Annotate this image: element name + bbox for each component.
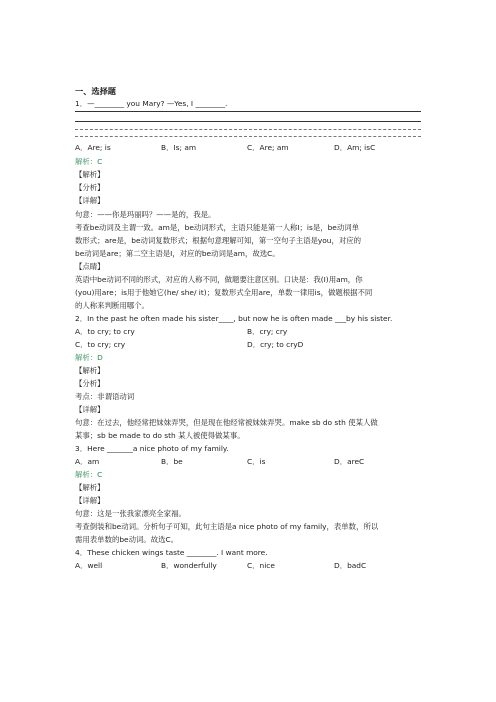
question-2-stem: 2．In the past he often made his sister____, but now he is often made ___by his sister. xyxy=(75,314,393,323)
question-2-options-row1 xyxy=(75,327,421,337)
answer-line xyxy=(75,121,421,122)
option-a: A．to cry; to cry xyxy=(75,327,135,336)
tag-xiangjie: 【详解】 xyxy=(75,196,105,205)
option-a: A．well xyxy=(75,561,103,570)
tag-dianjing: 【点睛】 xyxy=(75,262,105,271)
option-a: A．Are; is xyxy=(75,143,111,152)
option-c: C．nice xyxy=(247,561,275,570)
question-3-stem: 3．Here _______a nice photo of my family. xyxy=(75,444,229,453)
question-2-options-row2 xyxy=(75,340,421,350)
tag-xiangjie: 【详解】 xyxy=(75,405,105,414)
explanation-line: 句意：——你是玛丽吗？——是的，我是。 xyxy=(75,210,216,219)
question-4-options xyxy=(75,561,421,571)
option-d: D．Am; isC xyxy=(334,143,376,152)
tip-line: 的人称来判断用哪个。 xyxy=(75,301,149,310)
question-1-options xyxy=(75,143,421,153)
option-b: B．Is; am xyxy=(161,143,197,152)
option-b: B．wonderfully xyxy=(161,561,217,570)
explanation-line: 考查be动词及主谓一致。am是，be动词形式，主语只能是第一人称I；is是，be动词单 xyxy=(75,223,360,232)
section-title: 一、选择题 xyxy=(75,86,116,96)
explanation-line: 句意：在过去，他经常把妹妹弄哭，但是现在他经常被妹妹弄哭。make sb do sth 使某人做 xyxy=(75,418,378,427)
question-1-stem: 1．—________ you Mary? —Yes, I ________. xyxy=(75,99,228,108)
divider xyxy=(75,136,421,137)
explanation-line: 某事；sb be made to do sth 某人被使得做某事。 xyxy=(75,431,245,440)
option-d: D．cry; to cryD xyxy=(247,340,304,349)
answer-label: 解析：C xyxy=(75,470,103,479)
explanation-line: 句意：这是一张我家漂亮全家福。 xyxy=(75,509,186,518)
option-b: B．be xyxy=(161,457,183,466)
tag-jiexi: 【解析】 xyxy=(75,483,105,492)
option-c: C．Are; am xyxy=(247,143,289,152)
explanation-line: 数形式；are是，be动词复数形式；根据句意理解可知，第一空句子主语是you，对应的 xyxy=(75,236,362,245)
explanation-line: be动词是are；第二空主语是I，对应的be动词是am，故选C。 xyxy=(75,249,280,258)
knowledge-point: 考点：非谓语动词 xyxy=(75,392,135,401)
question-4-stem: 4．These chicken wings taste ________. I want more. xyxy=(75,548,268,557)
option-d: D．areC xyxy=(334,457,365,466)
tip-line: 英语中be动词不同的形式，对应的人称不同，做题要注意区别。口诀是：我(I)用am，你 xyxy=(75,275,363,284)
explanation-line: 需用表单数的be动词。故选C。 xyxy=(75,535,179,544)
option-c: C．is xyxy=(247,457,266,466)
tip-line: (you)用are；is用于他她它(he/ she/ it)；复数形式全用are，单数一律用is，做题根据不同 xyxy=(75,288,373,297)
option-b: B．cry; cry xyxy=(247,327,288,336)
tag-jiexi: 【解析】 xyxy=(75,366,105,375)
answer-label: 解析：C xyxy=(75,157,103,166)
question-3-options xyxy=(75,457,421,467)
option-a: A．am xyxy=(75,457,100,466)
tag-fenxi: 【分析】 xyxy=(75,379,105,388)
explanation-line: 考查倒装和be动词。分析句子可知，此句主语是a nice photo of my family，表单数，所以 xyxy=(75,522,379,531)
answer-line xyxy=(75,111,421,112)
tag-fenxi: 【分析】 xyxy=(75,183,105,192)
answer-label: 解析：D xyxy=(75,353,103,362)
tag-xiangjie: 【详解】 xyxy=(75,496,105,505)
option-c: C．to cry; cry xyxy=(75,340,126,349)
option-d: D．badC xyxy=(334,561,367,570)
tag-jiexi: 【解析】 xyxy=(75,170,105,179)
divider xyxy=(75,129,421,130)
